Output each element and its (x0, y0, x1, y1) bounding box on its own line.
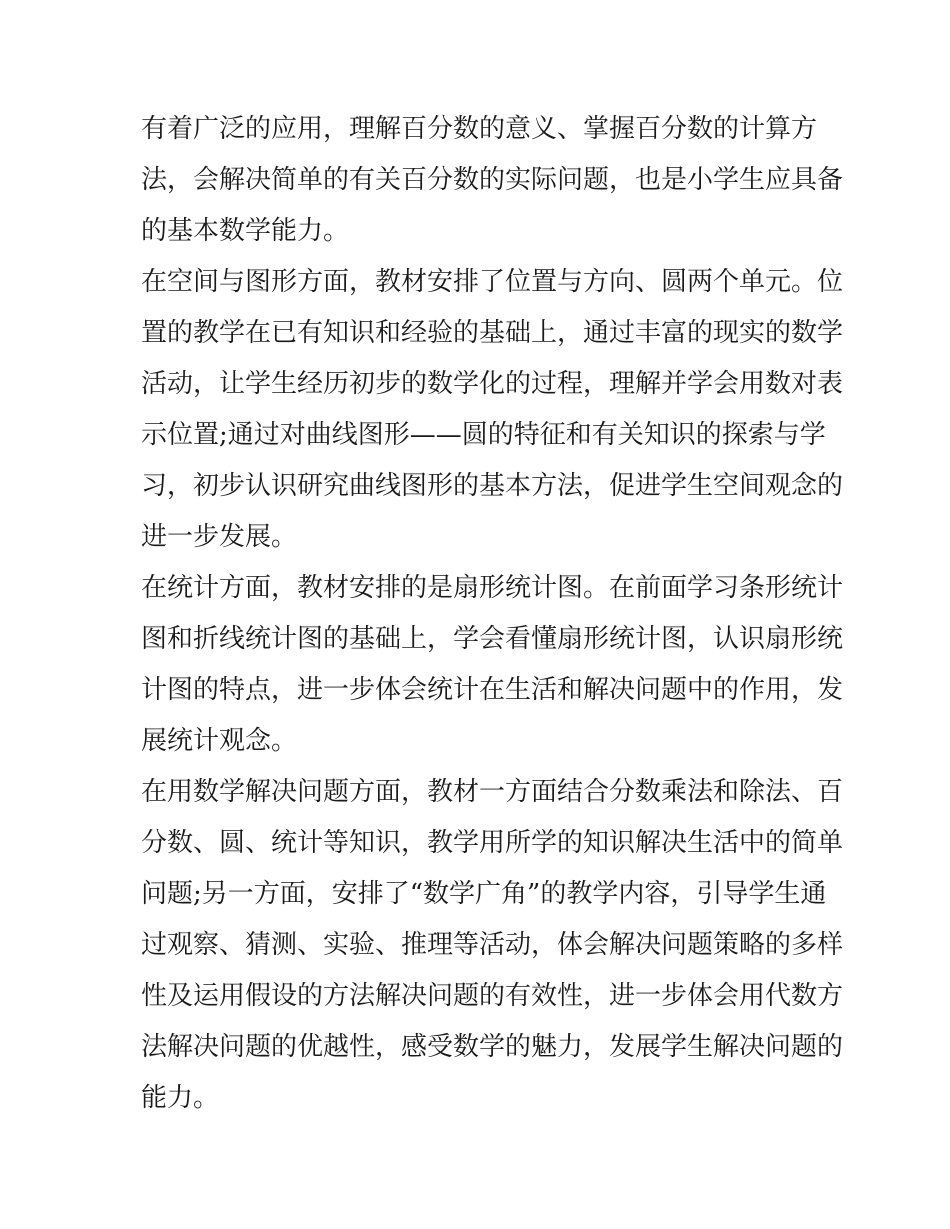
paragraph-3-line-4: 展统计观念。 (141, 726, 298, 756)
paragraph-2-line-1: 在空间与图形方面，教材安排了位置与方向、圆两个单元。位 (141, 267, 844, 297)
paragraph-4-line-1: 在用数学解决问题方面，教材一方面结合分数乘法和除法、百 (141, 777, 844, 807)
paragraph-3-line-2: 图和折线统计图的基础上，学会看懂扇形统计图，认识扇形统 (141, 624, 844, 654)
paragraph-3-line-1: 在统计方面，教材安排的是扇形统计图。在前面学习条形统计 (141, 573, 844, 603)
paragraph-4-line-6: 法解决问题的优越性，感受数学的魅力，发展学生解决问题的 (141, 1032, 844, 1062)
paragraph-2-line-4: 示位置;通过对曲线图形——圆的特征和有关知识的探索与学 (141, 420, 826, 450)
paragraph-4-line-4: 过观察、猜测、实验、推理等活动，体会解决问题策略的多样 (141, 930, 844, 960)
paragraph-4-line-3: 问题;另一方面，安排了“数学广角”的教学内容，引导学生通 (141, 879, 827, 909)
paragraph-1-line-3: 的基本数学能力。 (141, 216, 350, 246)
paragraph-3-line-3: 计图的特点，进一步体会统计在生活和解决问题中的作用，发 (141, 675, 844, 705)
paragraph-2-line-6: 进一步发展。 (141, 522, 298, 552)
paragraph-4-line-2: 分数、圆、统计等知识，教学用所学的知识解决生活中的简单 (141, 828, 844, 858)
paragraph-2-line-5: 习，初步认识研究曲线图形的基本方法，促进学生空间观念的 (141, 471, 844, 501)
paragraph-1-line-2: 法，会解决简单的有关百分数的实际问题，也是小学生应具备 (141, 165, 844, 195)
paragraph-4-line-7: 能力。 (141, 1083, 220, 1113)
paragraph-2-line-3: 活动，让学生经历初步的数学化的过程，理解并学会用数对表 (141, 369, 844, 399)
paragraph-4-line-5: 性及运用假设的方法解决问题的有效性，进一步体会用代数方 (141, 981, 844, 1011)
paragraph-2-line-2: 置的教学在已有知识和经验的基础上，通过丰富的现实的数学 (141, 318, 844, 348)
paragraph-1-line-1: 有着广泛的应用，理解百分数的意义、掌握百分数的计算方 (141, 114, 818, 144)
